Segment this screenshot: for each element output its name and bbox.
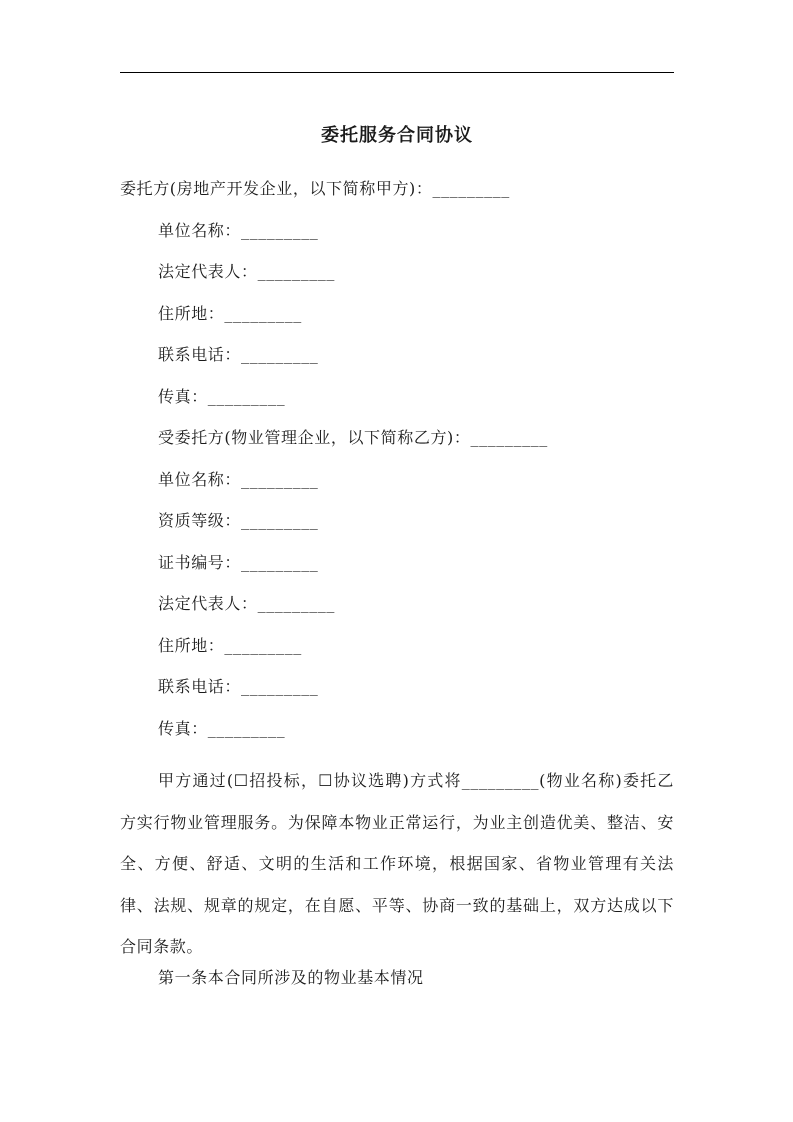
party-b-heading: 受委托方(物业管理企业，以下简称乙方)：_________ — [158, 428, 548, 447]
party-b-legal-representative: 法定代表人：_________ — [158, 594, 336, 613]
party-b-certificate-number: 证书编号：_________ — [158, 553, 319, 572]
document-title: 委托服务合同协议 — [321, 125, 473, 146]
party-b-qualification-level: 资质等级：_________ — [158, 511, 319, 530]
party-b-fax: 传真：_________ — [158, 719, 286, 738]
party-a-phone: 联系电话：_________ — [158, 345, 319, 364]
section-heading-article-1: 第一条本合同所涉及的物业基本情况 — [158, 968, 424, 987]
party-a-company-name: 单位名称：_________ — [158, 221, 319, 240]
party-b-address: 住所地：_________ — [158, 636, 302, 655]
party-b-company-name: 单位名称：_________ — [158, 470, 319, 489]
party-b-phone: 联系电话：_________ — [158, 677, 319, 696]
intro-paragraph: 甲方通过(☐招投标，☐协议选聘)方式将_________(物业名称)委托乙方实行物业管理服务。为保障本物业正常运行，为业主创造优美、整洁、安全、方便、舒适、文明的生活和工作环境，根据国家、省物业管理有关法律、法规、规章的规定，在自愿、平等、协商一致的基础上，双方达成以下合同条款。 — [120, 771, 674, 956]
party-a-heading: 委托方(房地产开发企业，以下简称甲方)：_________ — [120, 179, 510, 198]
party-a-address: 住所地：_________ — [158, 304, 302, 323]
party-a-legal-representative: 法定代表人：_________ — [158, 262, 336, 281]
party-a-fax: 传真：_________ — [158, 387, 286, 406]
header-rule — [120, 72, 674, 73]
